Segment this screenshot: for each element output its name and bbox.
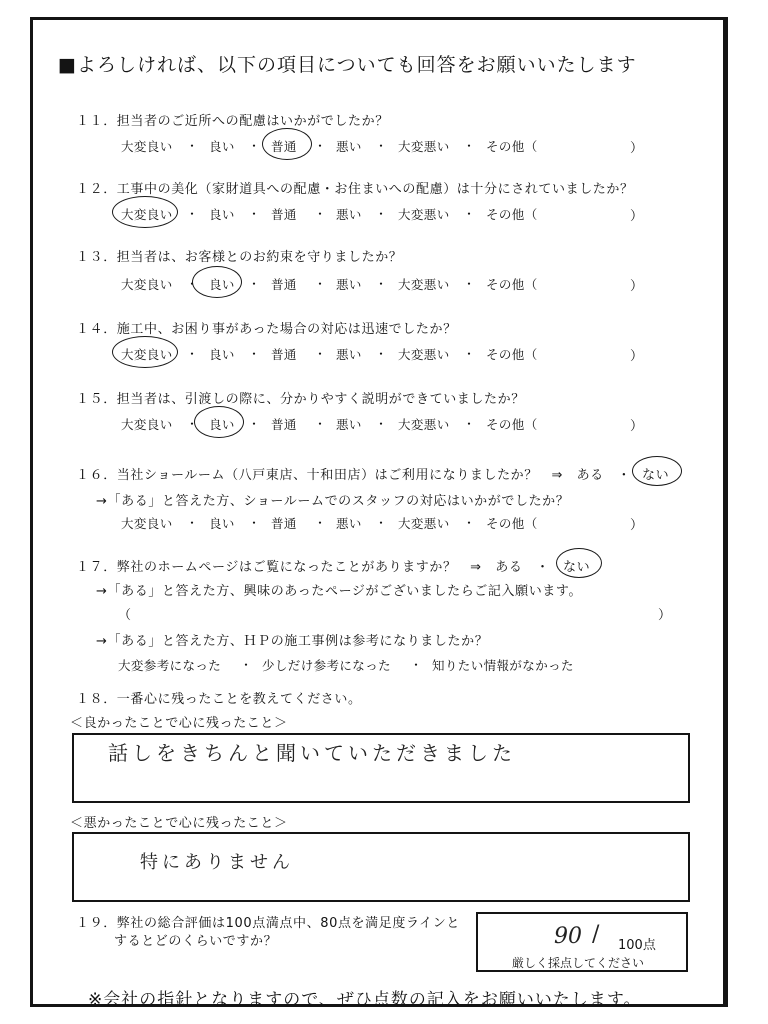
q11-option-very-good[interactable]: 大変良い (121, 139, 173, 154)
q12-option-other[interactable]: その他（ (486, 207, 538, 222)
q14-option-very-good[interactable]: 大変良い (121, 347, 173, 362)
q14-text: １４．施工中、お困り事があった場合の対応は迅速でしたか？ (76, 322, 457, 337)
q16-follow-up: →「ある」と答えた方、ショールームでのスタッフの対応はいかがでしたか？ (96, 494, 570, 509)
q19-slash: / (592, 922, 600, 947)
q18-good-answer-box[interactable] (72, 733, 690, 803)
q18-good-label: ＜良かったことで心に残ったこと＞ (70, 716, 288, 731)
q17-option-very-useful[interactable]: 大変参考になった (118, 658, 222, 673)
q12-option-normal[interactable]: 普通 (271, 207, 297, 222)
q11-option-other[interactable]: その他（ (486, 139, 538, 154)
q15-option-good[interactable]: 良い (209, 417, 235, 432)
q16-option-no[interactable]: ない (642, 468, 670, 483)
q13-option-normal[interactable]: 普通 (271, 277, 297, 292)
q13-option-good[interactable]: 良い (209, 277, 235, 292)
q16-option-good[interactable]: 良い (209, 516, 235, 531)
q12-option-bad[interactable]: 悪い (336, 207, 362, 222)
q16-text: １６．当社ショールーム（八戸東店、十和田店）はご利用になりましたか？ ⇒ ある ・ (76, 468, 631, 483)
q11-text: １１．担当者のご近所への配慮はいかがでしたか？ (76, 114, 389, 129)
q12-option-very-good[interactable]: 大変良い (121, 207, 173, 222)
q15-text: １５．担当者は、引渡しの際に、分かりやすく説明ができていましたか？ (76, 392, 525, 407)
q12-text: １２．工事中の美化（家財道具への配慮・お住まいへの配慮）は十分にされていましたか？ (76, 182, 634, 197)
q12-option-good[interactable]: 良い (209, 207, 235, 222)
q15-option-very-bad[interactable]: 大変悪い (398, 417, 450, 432)
q16-option-other[interactable]: その他（ (486, 516, 538, 531)
q13-option-other[interactable]: その他（ (486, 277, 538, 292)
q13-option-very-bad[interactable]: 大変悪い (398, 277, 450, 292)
q15-option-very-good[interactable]: 大変良い (121, 417, 173, 432)
q15-option-bad[interactable]: 悪い (336, 417, 362, 432)
q17-option-not-useful[interactable]: 知りたい情報がなかった (432, 658, 574, 673)
q19-note: 厳しく採点してください (512, 956, 645, 970)
q15-option-other[interactable]: その他（ (486, 417, 538, 432)
q13-text: １３．担当者は、お客様とのお約束を守りましたか？ (76, 250, 403, 265)
q19-max-score: 100点 (618, 938, 656, 953)
q14-option-normal[interactable]: 普通 (271, 347, 297, 362)
q18-good-answer: 話しをきちんと聞いていただきました (108, 741, 516, 765)
q17-follow-up-2: →「ある」と答えた方、ＨＰの施工事例は参考になりましたか？ (96, 634, 489, 649)
q17-text: １７．弊社のホームページはご覧になったことがありますか？ ⇒ ある ・ (76, 560, 550, 575)
q16-option-bad[interactable]: 悪い (336, 516, 362, 531)
q19-score-box[interactable] (476, 912, 688, 972)
q18-text: １８．一番心に残ったことを教えてください。 (76, 692, 362, 707)
q11-option-very-bad[interactable]: 大変悪い (398, 139, 450, 154)
q15-option-normal[interactable]: 普通 (271, 417, 297, 432)
q13-option-bad[interactable]: 悪い (336, 277, 362, 292)
q11-option-bad[interactable]: 悪い (336, 139, 362, 154)
q18-bad-answer-box[interactable] (72, 832, 690, 902)
q19-score: 90 (554, 924, 582, 949)
q14-option-very-bad[interactable]: 大変悪い (398, 347, 450, 362)
q18-bad-answer: 特にありません (140, 852, 294, 873)
section-header: ■よろしければ、以下の項目についても回答をお願いいたします (58, 54, 637, 76)
q14-option-bad[interactable]: 悪い (336, 347, 362, 362)
q17-option-slightly-useful[interactable]: 少しだけ参考になった (262, 658, 392, 673)
q19-text-line2: するとどのくらいですか？ (114, 934, 278, 949)
q14-option-other[interactable]: その他（ (486, 347, 538, 362)
footer-note: ※会社の指針となりますので、ぜひ点数の記入をお願いいたします。 (88, 990, 642, 1010)
q16-option-very-bad[interactable]: 大変悪い (398, 516, 450, 531)
q16-option-normal[interactable]: 普通 (271, 516, 297, 531)
q16-option-very-good[interactable]: 大変良い (121, 516, 173, 531)
q17-follow-up-1: →「ある」と答えた方、興味のあったページがございましたらご記入願います。 (96, 584, 583, 599)
q18-bad-label: ＜悪かったことで心に残ったこと＞ (70, 816, 288, 831)
q12-option-very-bad[interactable]: 大変悪い (398, 207, 450, 222)
q17-option-no[interactable]: ない (563, 560, 591, 575)
q17-interest-field[interactable] (134, 600, 652, 622)
q11-option-normal[interactable]: 普通 (271, 139, 297, 154)
q13-option-very-good[interactable]: 大変良い (121, 277, 173, 292)
q14-option-good[interactable]: 良い (209, 347, 235, 362)
q19-text-line1: １９．弊社の総合評価は100点満点中、80点を満足度ラインと (76, 916, 460, 931)
q11-option-good[interactable]: 良い (209, 139, 235, 154)
